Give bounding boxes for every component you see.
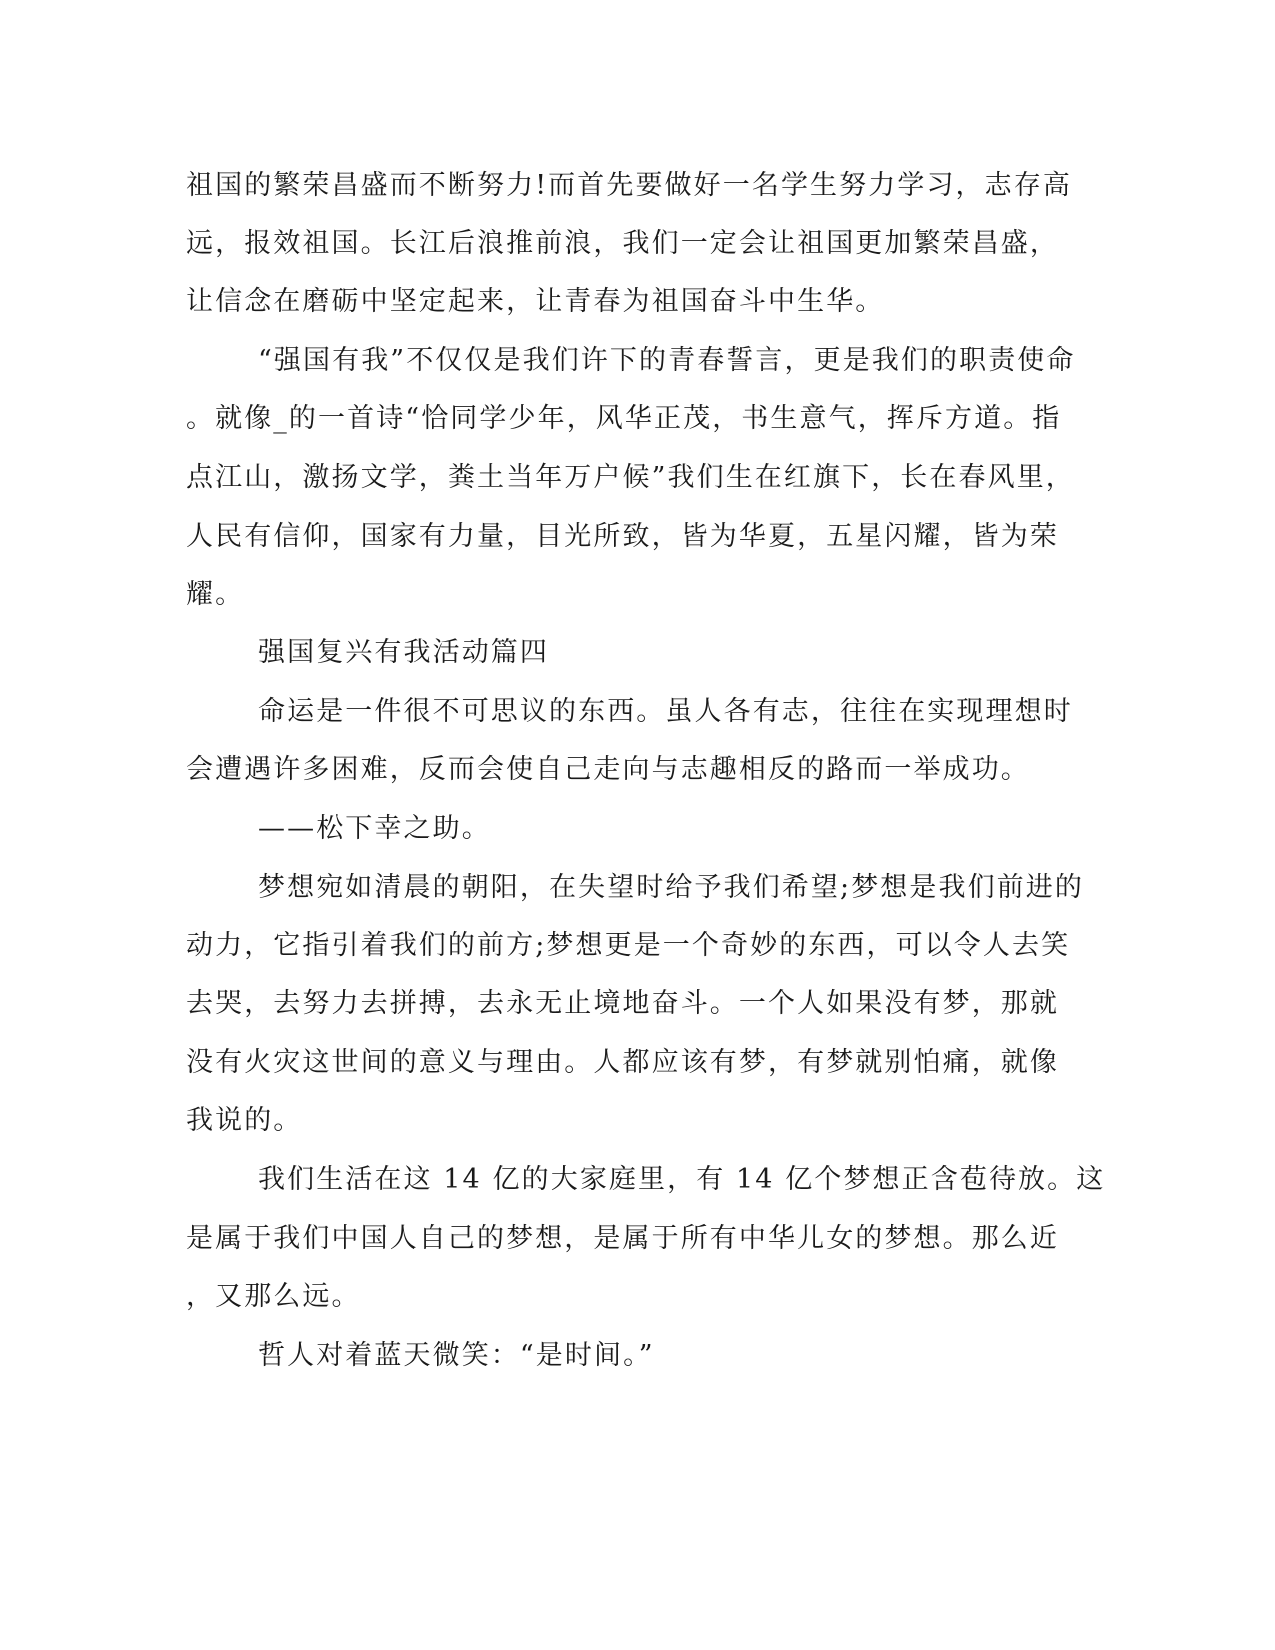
section-heading: 强国复兴有我活动篇四 [258,637,549,668]
text-line: ，又那么远。 [186,1281,361,1312]
text-line: 动力，它指引着我们的前方;梦想更是一个奇妙的东西，可以令人去笑 [186,930,1071,961]
text-line: 让信念在磨砺中坚定起来，让青春为祖国奋斗中生华。 [186,286,885,317]
text-line: 去哭，去努力去拼搏，去永无止境地奋斗。一个人如果没有梦，那就 [186,988,1059,1019]
paragraph-first-line: 我们生活在这 14 亿的大家庭里，有 14 亿个梦想正含苞待放。这 [258,1164,1106,1195]
paragraph-first-line: 哲人对着蓝天微笑：“是时间。” [258,1340,655,1371]
text-line: 祖国的繁荣昌盛而不断努力!而首先要做好一名学生努力学习，志存高 [186,170,1072,201]
text-line: 耀。 [186,579,245,610]
text-line: 远，报效祖国。长江后浪推前浪，我们一定会让祖国更加繁荣昌盛， [186,228,1059,259]
paragraph-first-line: 命运是一件很不可思议的东西。虽人各有志，往往在实现理想时 [258,696,1073,727]
text-line: 点江山，激扬文学，粪土当年万户候”我们生在红旗下，长在春风里， [186,462,1075,493]
text-line: 是属于我们中国人自己的梦想，是属于所有中华儿女的梦想。那么近 [186,1223,1059,1254]
text-line: 人民有信仰，国家有力量，目光所致，皆为华夏，五星闪耀，皆为荣 [186,521,1059,552]
paragraph-first-line: “强国有我”不仅仅是我们许下的青春誓言，更是我们的职责使命 [258,345,1076,376]
text-line: 我说的。 [186,1105,303,1136]
paragraph-first-line: 梦想宛如清晨的朝阳，在失望时给予我们希望;梦想是我们前进的 [258,872,1084,903]
text-line: 会遭遇许多困难，反而会使自己走向与志趣相反的路而一举成功。 [186,754,1030,785]
text-line: 没有火灾这世间的意义与理由。人都应该有梦，有梦就别怕痛，就像 [186,1047,1059,1078]
text-line: 。就像_的一首诗“恰同学少年，风华正茂，书生意气，挥斥方道。指 [186,403,1062,434]
quote-attribution: ——松下幸之助。 [258,813,491,844]
